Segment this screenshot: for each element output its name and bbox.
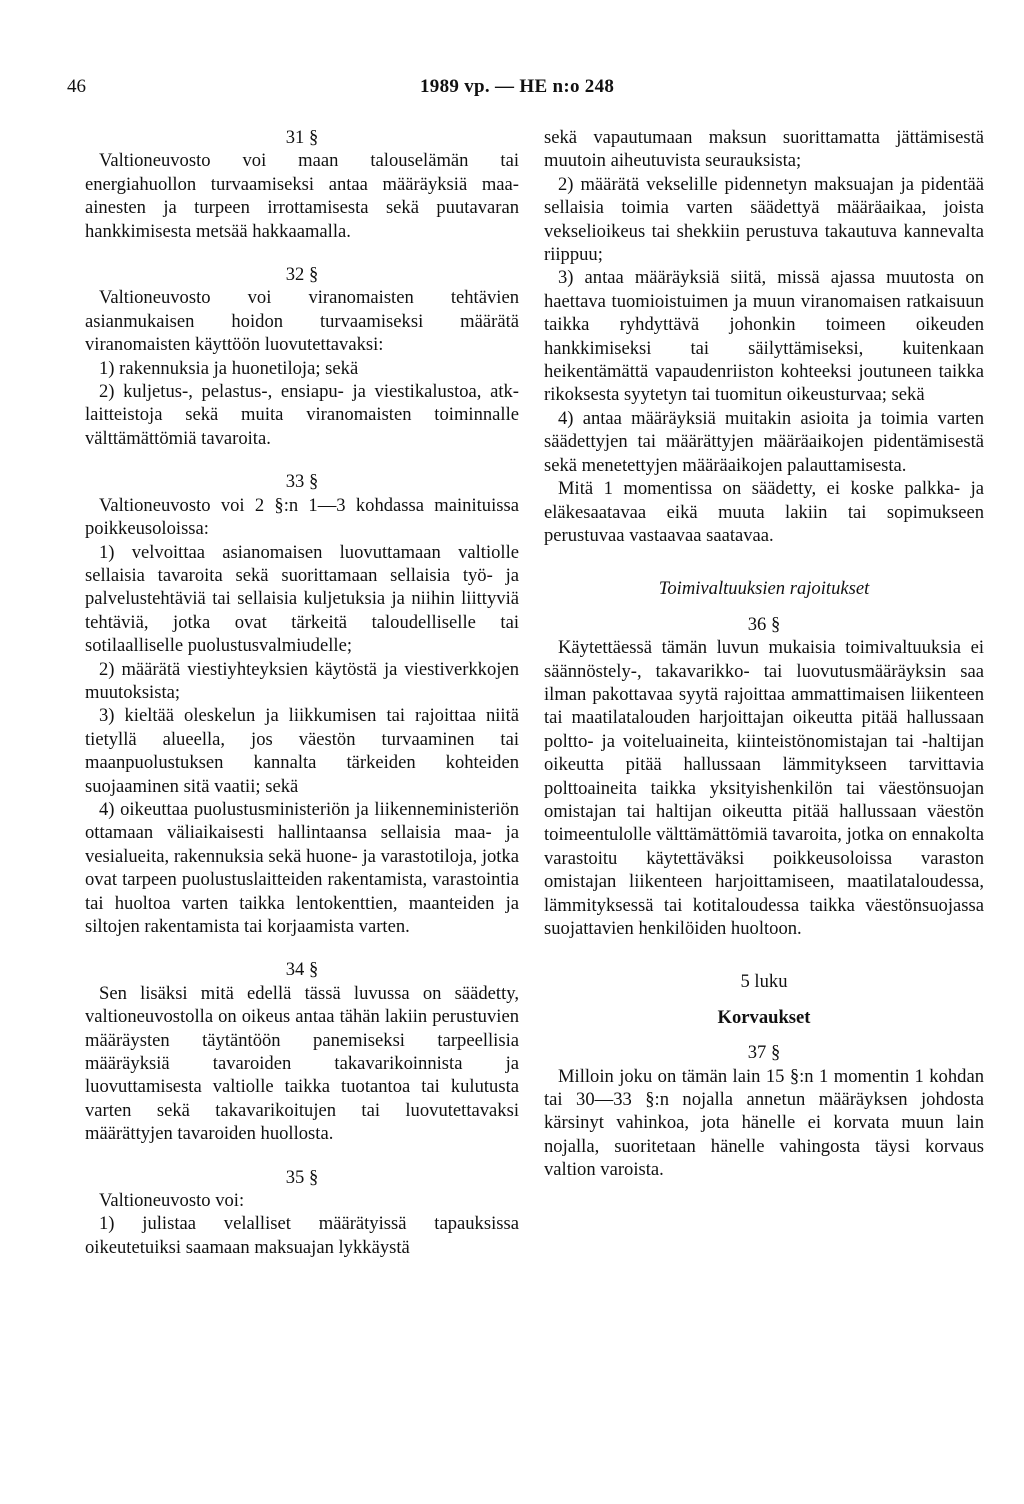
paragraph: Milloin joku on tämän lain 15 §:n 1 momentin 1 kohdan tai 30—33 §:n nojalla annetun määräyksen johdosta kärsinyt vahinkoa, jota hänelle ei korvata muun lain nojalla, suoritetaan hänelle vahingosta täysi korvaus valtion varoista.	[544, 1065, 984, 1181]
paragraph: Valtioneuvosto voi 2 §:n 1—3 kohdassa mainituissa poikkeusoloissa:	[85, 494, 519, 540]
right-column	[544, 126, 984, 1182]
chapter-title: Korvaukset	[717, 1006, 811, 1028]
paragraph: Käytettäessä tämän luvun mukaisia toimivaltuuksia ei säännöstely-, takavarikko- tai luovutusmääräyksin saa ilman pakottavaa syytä rajoittaa ammattimaisen liikenteen tai maatilatalouden harjoittajan oikeutta pitää hallussaan poltto- ja voiteluaineita, kiinteistönomistajan tai -haltijan oikeutta pitää hallussaan lämmitykseen tarvittavia polttoaineita taikka yksityishenkilön tai väestönsuojan omistajan tai haltijan oikeutta pitää hallussaan väestön toimeentulolle välttämättömiä tavaroita, jotka on ennakolta varastoitu käytettäväksi poikkeusoloissa varaston omistajan liikenteen harjoittamiseen, maatilataloudessa, lämmityksessä tai kotitaloudessa taikka väestönsuojassa suojattavien henkilöiden huoltoon.	[544, 637, 984, 939]
running-head: 1989 vp. — HE n:o 248	[420, 76, 615, 97]
paragraph: Sen lisäksi mitä edellä tässä luvussa on säädetty, valtioneuvostolla on oikeus antaa tähän lakiin perustuvien määräysten täytäntöön panemiseksi tarpeellisia määräyksiä tavaroiden takavarikoinnista ja luovuttamisesta valtiolle taikka tuotantoa tai kulutusta varten sekä takavarikoitujen tai luovutettavaksi määrättyjen tavaroiden huollosta.	[85, 982, 519, 1145]
section-number: 32 §	[285, 264, 319, 286]
paragraph: sekä vapautumaan maksun suorittamatta jättämisestä muutoin aiheutuvista seurauksista;	[544, 127, 984, 172]
paragraph: Valtioneuvosto voi viranomaisten tehtävien asianmukaisen hoidon turvaamiseksi määrätä viranomaisten käyttöön luovutettavaksi:	[85, 287, 519, 356]
left-column	[85, 126, 519, 1259]
section-32	[85, 263, 519, 450]
paragraph: 3) kieltää oleskelun ja liikkumisen tai rajoittaa niitä tietyllä alueella, jos väestön turvaaminen tai maanpuolustuksen kannalta tärkeiden kohteiden suojaaminen sitä vaatii; sekä	[85, 705, 519, 797]
section-heading: Toimivaltuuksien rajoitukset	[658, 578, 870, 600]
section-number: 36 §	[747, 613, 781, 635]
page-number: 46	[67, 76, 86, 97]
paragraph: 1) velvoittaa asianomaisen luovuttamaan valtiolle sellaisia tavaroita sekä suorittamaan sellaisia työ- ja palvelustehtäviä tai sellaisia kuljetuksia ja niihin liittyviä tehtäviä, jotka ovat tärkeitä taloudelliselle tai sotilaalliselle puolustusvalmiudelle;	[85, 541, 519, 657]
chapter-number: 5 luku	[740, 971, 788, 993]
section-number: 33 §	[285, 471, 319, 493]
section-36	[544, 613, 984, 941]
paragraph: 1) julistaa velalliset määrätyissä tapauksissa oikeutetuiksi saamaan maksuajan lykkäystä	[85, 1213, 519, 1258]
paragraph: 4) oikeuttaa puolustusministeriön ja liikenneministeriön ottamaan väliaikaisesti hallintaansa sellaisia maa- ja vesialueita, rakennuksia sekä huone- ja varastotiloja, jotka ovat tarpeen puolustuslaitteiden rakentamista, varastointia tai huoltoa varten taikka lentokenttien, maanteiden ja siltojen rakentamista tai korjaamista varten.	[85, 798, 519, 937]
section-35	[85, 1166, 519, 1260]
paragraph: Mitä 1 momentissa on säädetty, ei koske palkka- ja eläkesaatavaa eikä muuta lakiin tai sopimukseen perustuvaa vastaavaa saatavaa.	[544, 478, 984, 546]
section-35-continued	[544, 126, 984, 547]
paragraph: 3) antaa määräyksiä siitä, missä ajassa muutosta on haettava tuomioistuimen ja muun viranomaisen ratkaisuun taikka ryhdyttävä johonkin toimeen oikeuden hankkimiseksi tai säilyttämiseksi, kuitenkaan heikentämättä vapaudenriiston kohteeksi joutuneen taikka rikoksesta syytetyn tai tuomitun oikeusturvaa; sekä	[544, 267, 984, 406]
paragraph: 2) kuljetus-, pelastus-, ensiapu- ja viestikalustoa, atk-laitteistoja sekä muita viranomaisten toiminnalle välttämättömiä tavaroita.	[85, 381, 519, 449]
paragraph: Valtioneuvosto voi:	[99, 1190, 245, 1212]
paragraph: 2) määrätä viestiyhteyksien käytöstä ja viestiverkkojen muutoksista;	[85, 658, 519, 703]
section-33	[85, 470, 519, 938]
section-number: 34 §	[285, 959, 319, 981]
paragraph: 1) rakennuksia ja huonetiloja; sekä	[99, 357, 359, 379]
section-number: 31 §	[285, 127, 319, 148]
section-number: 37 §	[747, 1042, 781, 1064]
section-37	[544, 1041, 984, 1181]
paragraph: 2) määrätä vekselille pidennetyn maksuajan ja pidentää sellaisia toimia varten säädettyä määräaikaa, joista vekselioikeus tai shekkiin perustuva takautuva kannevalta riippuu;	[544, 173, 984, 266]
section-31	[85, 126, 519, 243]
section-number: 35 §	[285, 1166, 319, 1188]
paragraph: 4) antaa määräyksiä muitakin asioita ja toimia varten säädettyjen tai määrättyjen määräaikojen pidentämisestä sekä menetettyjen määräaikojen palauttamisesta.	[544, 407, 984, 476]
section-34	[85, 958, 519, 1145]
paragraph: Valtioneuvosto voi maan talouselämän tai energiahuollon turvaamiseksi antaa määräyksiä maa-ainesten ja turpeen irrottamisesta sekä puutavaran hankkimisesta metsää hakkaamalla.	[85, 150, 519, 242]
